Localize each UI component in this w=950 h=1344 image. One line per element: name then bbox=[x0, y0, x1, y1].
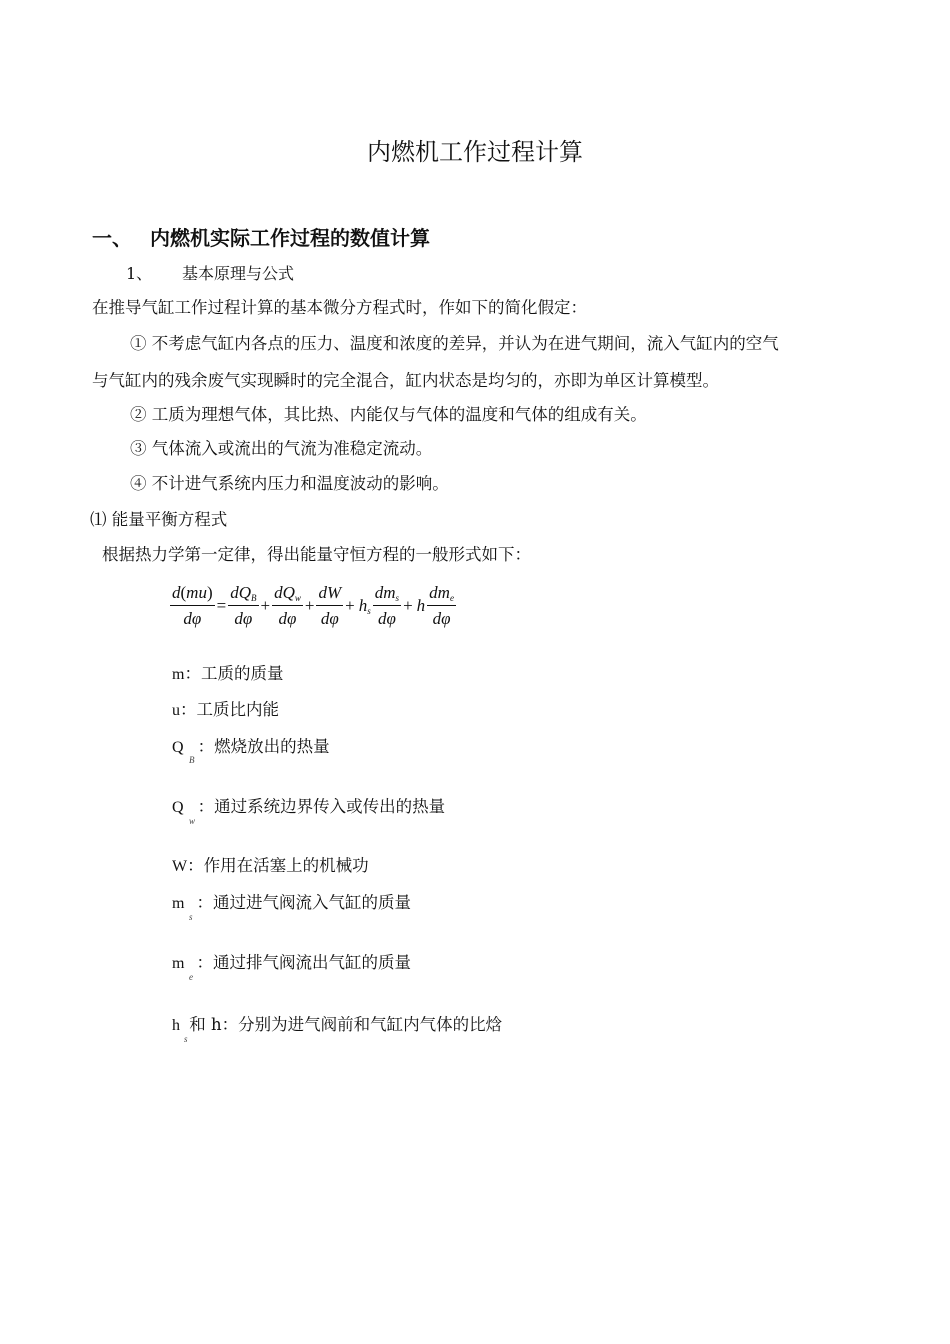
assumption-4: ④ 不计进气系统内压力和温度波动的影响。 bbox=[130, 474, 449, 493]
definition-text: ：通过系统边界传入或传出的热量 bbox=[197, 797, 446, 816]
definition-subscript: s bbox=[184, 1034, 188, 1044]
energy-intro: 根据热力学第一定律，得出能量守恒方程的一般形式如下： bbox=[102, 545, 531, 564]
section-title: 内燃机实际工作过程的数值计算 bbox=[150, 226, 430, 250]
definition-h bbox=[172, 1011, 502, 1035]
energy-heading: ⑴ 能量平衡方程式 bbox=[90, 510, 228, 529]
definition-text: ：通过排气阀流出气缸的质量 bbox=[196, 953, 411, 972]
definition-symbol: u bbox=[172, 702, 180, 719]
page-title: 内燃机工作过程计算 bbox=[367, 138, 583, 166]
definition-symbol: m bbox=[172, 955, 185, 972]
definition-symbol: W bbox=[172, 858, 188, 875]
subsection-heading bbox=[126, 261, 294, 284]
subsection-title: 基本原理与公式 bbox=[182, 264, 295, 283]
definition-text: 和 h：分别为进气阀前和气缸内气体的比焓 bbox=[184, 1015, 503, 1034]
intro-paragraph: 在推导气缸工作过程计算的基本微分方程式时，作如下的简化假定： bbox=[92, 298, 587, 317]
definition-subscript: s bbox=[189, 912, 193, 922]
section-number: 一、 bbox=[92, 226, 132, 250]
section-heading bbox=[92, 222, 430, 251]
energy-balance-equation: $\frac{d(mu)}{d\varphi}$ = $\frac{dQ_B}{d\varphi}$ + $\frac{dQ_w}{d\varphi}$ + $\frac{dW}{d\varphi}$ + $h_s$ $\frac{dm_s}{d\varphi}$ + h $\frac{dm_e}{d\varphi}$ bbox=[172, 583, 454, 628]
definition-text: ：燃烧放出的热量 bbox=[197, 737, 330, 756]
definition-subscript: B bbox=[189, 755, 195, 765]
definition-text: ：工质比内能 bbox=[180, 700, 279, 719]
definition-text: ：工质的质量 bbox=[184, 664, 284, 683]
definition-symbol: m bbox=[172, 895, 185, 912]
subsection-number: 1、 bbox=[126, 264, 153, 283]
assumption-3: ③ 气体流入或流出的气流为准稳定流动。 bbox=[130, 439, 433, 458]
definition-m bbox=[172, 660, 283, 684]
definition-qb bbox=[172, 733, 330, 757]
assumption-1-line-2: 与气缸内的残余废气实现瞬时的完全混合，缸内状态是均匀的，亦即为单区计算模型。 bbox=[92, 371, 719, 390]
definition-subscript: w bbox=[189, 816, 196, 826]
definition-u bbox=[172, 696, 279, 720]
definition-w bbox=[172, 852, 369, 876]
definition-subscript: e bbox=[189, 972, 193, 982]
definition-symbol: Q bbox=[172, 739, 184, 756]
definition-symbol: m bbox=[172, 666, 185, 683]
assumption-2: ② 工质为理想气体，其比热、内能仅与气体的温度和气体的组成有关。 bbox=[130, 405, 647, 424]
definition-text: ：通过进气阀流入气缸的质量 bbox=[196, 893, 411, 912]
definition-symbol: h bbox=[172, 1017, 180, 1034]
definition-ms bbox=[172, 889, 411, 913]
assumption-1-line-1: ① 不考虑气缸内各点的压力、温度和浓度的差异，并认为在进气期间，流入气缸内的空气 bbox=[130, 334, 779, 353]
definition-text: ：作用在活塞上的机械功 bbox=[187, 856, 369, 875]
definition-me bbox=[172, 949, 411, 973]
definition-symbol: Q bbox=[172, 799, 184, 816]
definition-qw bbox=[172, 793, 445, 817]
